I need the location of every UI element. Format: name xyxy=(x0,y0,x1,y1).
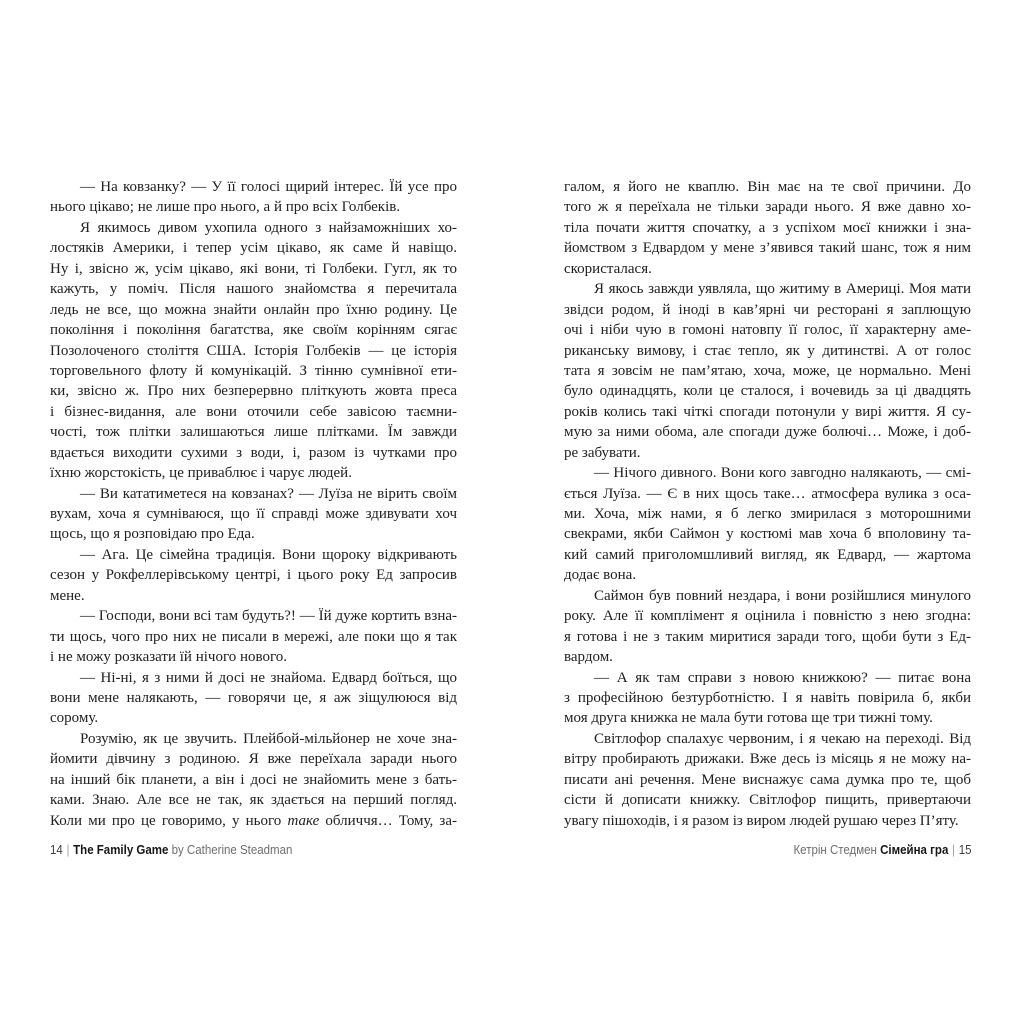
text-line: очі і ніби чую в гомоні натовпу її голос, її характерну аме- xyxy=(564,322,971,339)
right-running-footer xyxy=(564,842,971,858)
text-line: свекрами, якби Саймон у костюмі мав хоча б вполовину та- xyxy=(564,526,971,543)
text-line: — Нічого дивного. Вони кого завгодно налякають, — смі- xyxy=(594,465,971,482)
text-line: ми. Хоча, між нами, я б легко змирилася з моторошними xyxy=(564,506,971,522)
text-line: мую за ними обома, але спогади дуже болючі… Може, і доб- xyxy=(564,424,971,441)
text-line: додає вона. xyxy=(564,567,637,584)
text-line: і бізнес-видання, але вони оточили себе завісою таємни- xyxy=(50,403,457,420)
text-line: Світлофор спалахує червоним, і я чекаю на переході. Від xyxy=(594,730,971,747)
text-line: — А як там справи з новою книжкою? — питає вона xyxy=(594,669,971,686)
right-page-text xyxy=(564,177,971,831)
text-line: Коли ми про це говоримо, у нього таке обличчя… Тому, за- xyxy=(50,812,457,829)
text-line: чості, тож плітки залишаються лише плітками. Їм завжди xyxy=(50,424,457,441)
text-line: тата я зовсім не пам’ятаю, хоча, може, це нормально. Мені xyxy=(564,362,971,379)
text-line: я готова і не з таким миритися заради того, щоби бути з Ед- xyxy=(564,628,971,645)
text-line: галом, я його не кваплю. Він має на те свої причини. До xyxy=(564,179,971,195)
footer-divider: | xyxy=(951,843,955,857)
text-line: покоління і покоління багатства, яке своїм корінням сягає xyxy=(50,322,457,339)
text-line: скористалася. xyxy=(564,260,652,277)
left-running-footer xyxy=(50,842,457,858)
text-line: звідси родом, й іноді в кав’ярні чи ресторані я заплющую xyxy=(564,301,971,318)
text-line: торговельного флоту й комунікацій. З тінню сумнівної ети- xyxy=(50,362,457,379)
text-line: вітру пробирають дрижаки. Вже десь із місяць я не можу на- xyxy=(564,751,971,768)
footer-author-uk: Кетрін Стедмен xyxy=(792,843,877,857)
text-line: йомити дівчину з родиною. Я вже переїхала заради нього xyxy=(50,751,457,768)
text-line: Я якимось дивом ухопила одного з найзаможніших хо- xyxy=(80,219,457,236)
text-line: кий самий приголомшливий вигляд, як Едвард, — жартома xyxy=(564,546,971,563)
text-line: тіла почати життя спочатку, а з успіхом моєї книжки і зна- xyxy=(564,219,971,236)
text-line: вдається виходити сухими з води, і, разом із чутками про xyxy=(50,444,457,461)
text-line: того ж я переїхала не тільки заради нього. Я вже давно хо- xyxy=(564,199,971,216)
text-line: — Ага. Це сімейна традиція. Вони щороку відкривають xyxy=(80,546,457,563)
text-line: йомством з Едвардом у мене з’явився такий шанс, тож я ним xyxy=(564,240,971,257)
text-line: щось, що я розповідаю про Еда. xyxy=(50,526,255,543)
text-line: вони мене налякають, — говорячи це, я аж зіщулююся від xyxy=(50,689,457,706)
right-page-number: 15 xyxy=(958,843,971,857)
text-line: кажуть, у поміч. Після нашого знайомства я перечитала xyxy=(50,281,457,298)
text-line: років колись такі чіткі спогади потонули у вирі життя. Я су- xyxy=(564,403,971,420)
text-line: на інший бік планети, а він і досі не знайомить мене з бать- xyxy=(50,771,457,788)
text-line: — На ковзанку? — У її голосі щирий інтерес. Їй усе про xyxy=(80,179,457,195)
left-page-number: 14 xyxy=(50,843,63,857)
text-line: нього цікаво; не лише про нього, а й про всіх Голбеків. xyxy=(50,199,401,216)
text-line: ледь не все, що можна знайти онлайн про їхню родину. Це xyxy=(50,301,457,318)
text-line: вардом. xyxy=(564,649,613,666)
left-page-text xyxy=(50,177,457,831)
text-line: року. Але її комплімент я оцінила і повністю з нею згодна: xyxy=(564,608,971,625)
text-line: ре забувати. xyxy=(564,444,641,461)
text-line: — Господи, вони всі там будуть?! — Їй дуже кортить взна- xyxy=(80,608,457,625)
text-line: Ну і, звісно ж, усім цікаво, які вони, ті Голбеки. Гугл, як то xyxy=(50,260,457,277)
text-line: риканську вимову, і стає тепло, як у дитинстві. А от голос xyxy=(564,342,971,359)
text-line: лостяків Америки, і тепер усім цікаво, як саме й навіщо. xyxy=(50,240,457,257)
text-line: з професійною безтурботністю. І я навіть повірила б, якби xyxy=(564,689,971,706)
text-line: ється Луїза. — Є в них щось таке… атмосфера вулика з оса- xyxy=(564,485,971,502)
text-line: ки, звісно ж. Про них безперервно пліткують жовта преса xyxy=(50,383,457,400)
text-line: вухам, хоча я сумніваюся, що її справді може здивувати хоч xyxy=(50,506,457,522)
text-line: мене. xyxy=(50,587,85,604)
text-line: Саймон був повний нездара, і вони розійшлися минулого xyxy=(594,587,971,604)
footer-byline: by Catherine Steadman xyxy=(171,843,293,857)
text-line: моя друга книжка не мала бути готова ще три тижні тому. xyxy=(564,710,933,727)
text-line: Розумію, як це звучить. Плейбой-мільйонер не хоче зна- xyxy=(80,730,457,747)
footer-divider: | xyxy=(66,843,70,857)
text-line: сорому. xyxy=(50,710,99,727)
text-line: Я якось завжди уявляла, що житиму в Америці. Моя мати xyxy=(594,281,971,298)
text-line: сісти й дописати книжку. Світлофор пищить, привертаючи xyxy=(564,792,971,809)
text-line: їхню жорстокість, це приваблює і чарує людей. xyxy=(50,465,352,482)
text-line: — Ви кататиметеся на ковзанах? — Луїза не вірить своїм xyxy=(80,485,457,502)
text-line: і не можу розказати їй нічого нового. xyxy=(50,649,288,666)
text-line: сезон у Рокфеллерівському центрі, і цього року Ед запросив xyxy=(50,567,457,584)
text-line: — Ні-ні, я з ними й досі не знайома. Едвард боїться, що xyxy=(80,669,457,686)
footer-book-title-uk: Сімейна гра xyxy=(879,843,948,857)
text-line: ками. Знаю. Але все не так, як здається на перший погляд. xyxy=(50,792,457,809)
text-line: писати ані речення. Мене виснажує сама думка про те, щоб xyxy=(564,771,971,788)
text-line: було одинадцять, коли це сталося, і вочевидь за ці двадцять xyxy=(564,383,971,400)
footer-book-title-en: The Family Game xyxy=(73,843,169,857)
text-line: ти щось, чого про них не писали в мережі, але поки що я так xyxy=(50,628,457,645)
text-line: увагу пішоходів, і я разом із виром людей рушаю через П’яту. xyxy=(564,812,959,829)
text-line: Позолоченого століття США. Історія Голбеків — це історія xyxy=(50,342,457,359)
